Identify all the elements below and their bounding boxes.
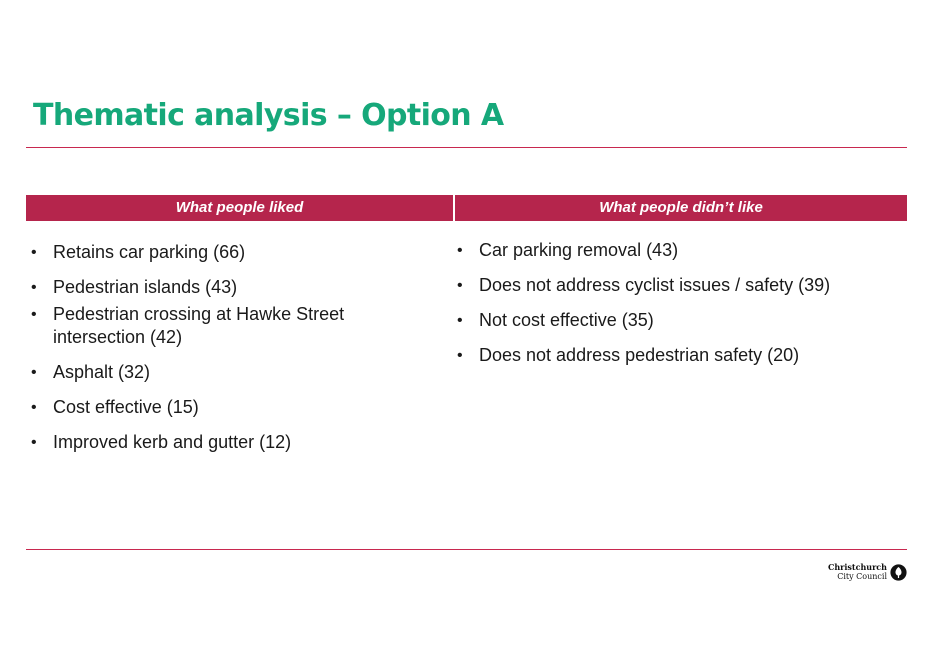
list-item: • Does not address pedestrian safety (20) [457,345,800,365]
logo-line-1: Christchurch [827,562,887,572]
list-item: • Cost effective (15) [31,397,199,417]
list-item: • Pedestrian islands (43) [31,277,238,297]
list-item: • Does not address cyclist issues / safety (39) [457,275,831,295]
page-title: Thematic analysis – Option A [33,98,504,133]
list-item: • Improved kerb and gutter (12) [31,432,292,452]
list-item: • Pedestrian crossing at Hawke Street intersection (42) [31,304,345,347]
list-item: • Car parking removal (43) [457,240,679,260]
list-item: • Asphalt (32) [31,362,151,382]
table-header [26,195,907,221]
logo-line-2: City Council [837,572,887,581]
footer-divider [26,549,907,550]
disliked-header: What people didn’t like [455,195,907,221]
council-emblem-icon [890,564,907,581]
liked-header: What people liked [26,195,453,221]
liked-list [31,241,391,466]
title-divider [26,147,907,148]
council-logo [827,562,910,583]
list-item: • Not cost effective (35) [457,310,654,330]
list-item: • Retains car parking (66) [31,242,246,262]
disliked-list [457,239,887,379]
